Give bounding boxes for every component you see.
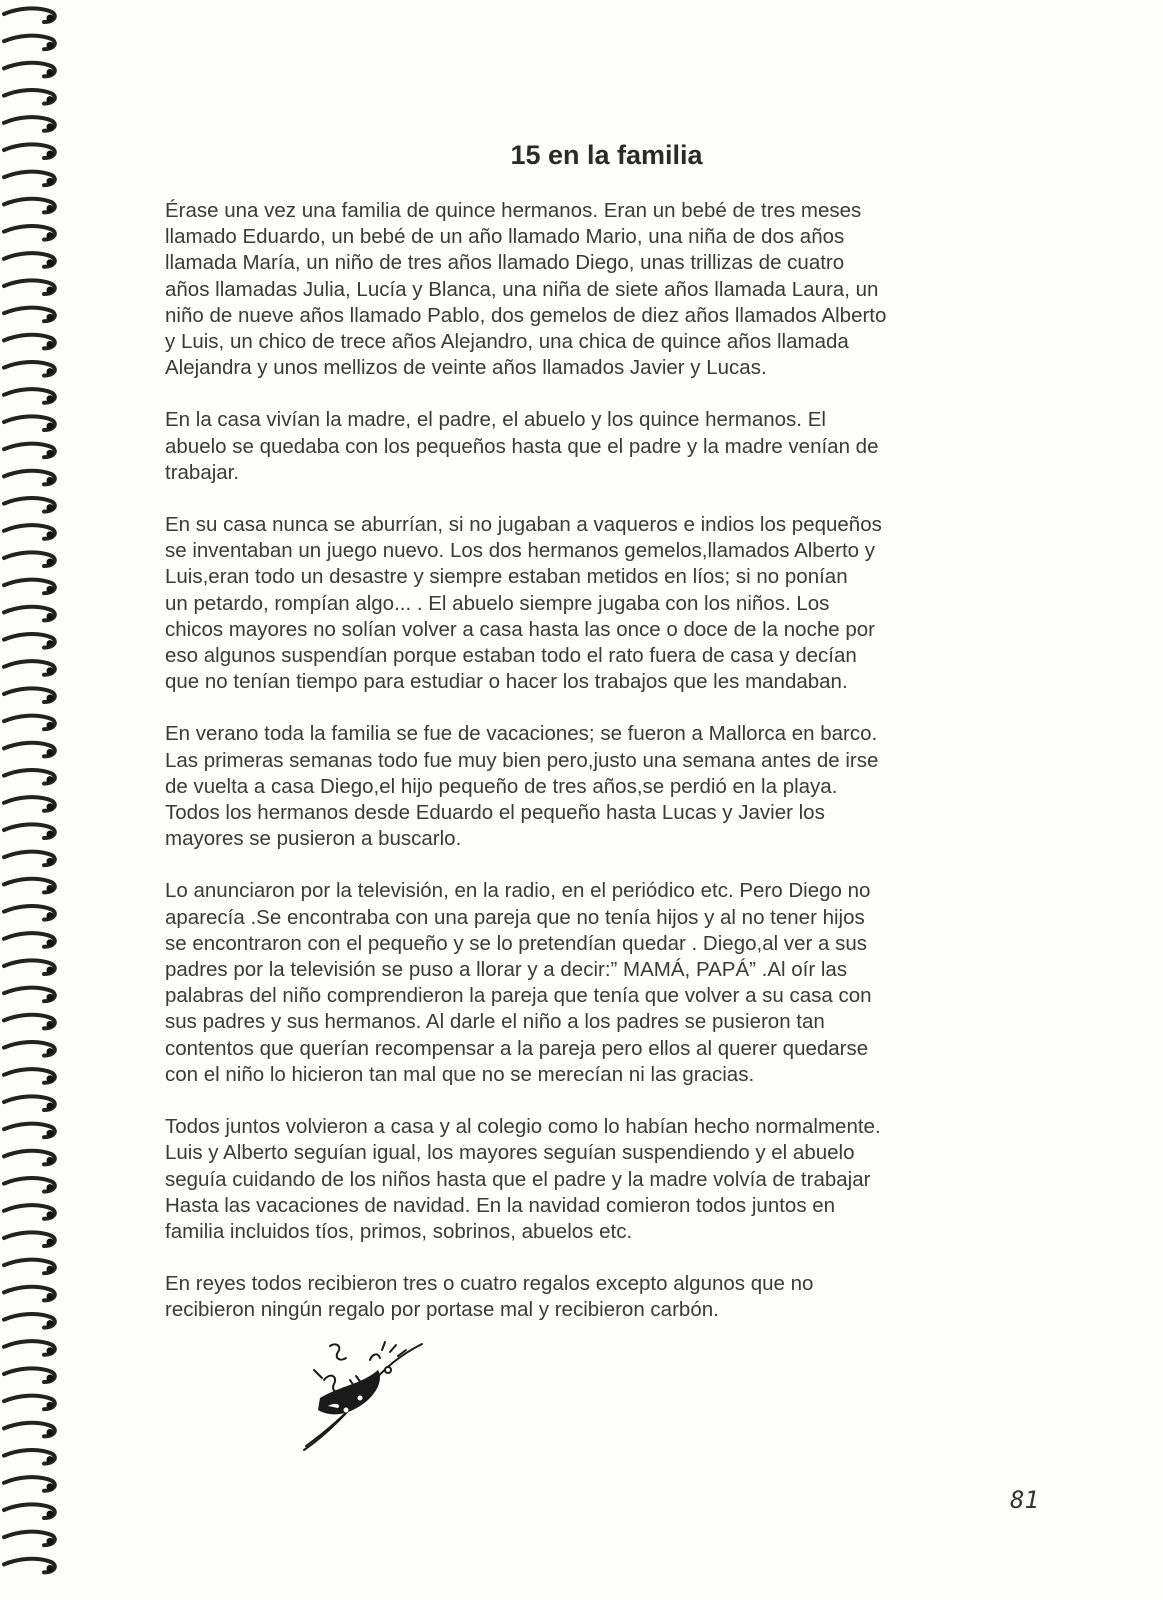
paragraph-5 — [165, 878, 995, 1088]
spiral-coil — [4, 1178, 55, 1192]
paragraph-4 — [165, 721, 995, 852]
spiral-binding — [0, 0, 70, 1600]
spiral-coil — [4, 743, 55, 757]
spiral-coil — [4, 1069, 55, 1083]
spiral-coil — [4, 1205, 55, 1219]
text-line: Las primeras semanas todo fue muy bien pero,justo una semana antes de irse — [165, 748, 879, 772]
text-line: En la casa vivían la madre, el padre, el abuelo y los quince hermanos. El — [165, 408, 826, 432]
text-line: Hasta las vacaciones de navidad. En la navidad comieron todos juntos en — [165, 1193, 836, 1217]
text-line: Luis y Alberto seguían igual, los mayores seguían suspendiendo y el abuelo — [165, 1141, 855, 1165]
spiral-coil — [4, 661, 55, 675]
text-line: mayores se pusieron a buscarlo. — [165, 827, 462, 851]
text-line: chicos mayores no solían volver a casa hasta las once o doce de la noche por — [165, 617, 875, 641]
text-line: En su casa nunca se aburrían, si no jugaban a vaqueros e indios los pequeños — [165, 513, 882, 537]
text-line: abuelo se quedaba con los pequeños hasta que el padre y la madre venían de — [165, 434, 879, 458]
spiral-coil — [4, 199, 55, 213]
text-line: aparecía .Se encontraba con una pareja que no tenía hijos y al no tener hijos — [165, 905, 865, 929]
spiral-coil — [4, 1124, 55, 1138]
text-line: y Luis, un chico de trece años Alejandro, una chica de quince años llamada — [165, 330, 849, 354]
spiral-coil — [4, 1477, 55, 1491]
spiral-coil — [4, 525, 55, 539]
text-line: padres por la televisión se puso a llorar y a decir:” MAMÁ, PAPÁ” .Al oír las — [165, 958, 848, 982]
text-line: Luis,eran todo un desastre y siempre estaban metidos en líos; si no ponían — [165, 565, 848, 589]
spiral-coil — [4, 1314, 55, 1328]
text-line: contentos que querían recompensar a la pareja pero ellos al querer quedarse — [165, 1036, 869, 1060]
spiral-coil — [4, 1532, 55, 1546]
text-line: se inventaban un juego nuevo. Los dos hermanos gemelos,llamados Alberto y — [165, 539, 875, 563]
text-line: niño de nueve años llamado Pablo, dos gemelos de diez años llamados Alberto — [165, 303, 887, 327]
spiral-coil — [4, 335, 55, 349]
spiral-coil — [4, 852, 55, 866]
spiral-coil — [4, 471, 55, 485]
spiral-coil — [4, 63, 55, 77]
text-line: Alejandra y unos mellizos de veinte años llamados Javier y Lucas. — [165, 356, 767, 380]
spiral-coil — [4, 1260, 55, 1274]
spiral-coil — [4, 988, 55, 1002]
spiral-coil — [4, 770, 55, 784]
spiral-coil — [4, 226, 55, 240]
spiral-coil — [4, 580, 55, 594]
text-line: En reyes todos recibieron tres o cuatro regalos excepto algunos que no — [165, 1272, 814, 1296]
text-line: con el niño lo hicieron tan mal que no se merecían ni las gracias. — [165, 1062, 755, 1086]
spiral-coil — [4, 879, 55, 893]
spiral-coil — [4, 8, 55, 22]
spiral-coil — [4, 1287, 55, 1301]
spiral-coil — [4, 1151, 55, 1165]
spiral-coil — [4, 389, 55, 403]
text-line: seguía cuidando de los niños hasta que el padre y la madre volvía de trabajar — [165, 1167, 871, 1191]
page-number: 81 — [1010, 1486, 1039, 1514]
paragraph-6 — [165, 1114, 995, 1245]
text-line: de vuelta a casa Diego,el hijo pequeño de tres años,se perdió en la playa. — [165, 774, 838, 798]
page-title: 15 en la familia — [510, 140, 703, 170]
text-line: Todos juntos volvieron a casa y al colegio como lo habían hecho normalmente. — [165, 1115, 881, 1139]
text-line: familia incluidos tíos, primos, sobrinos, abuelos etc. — [165, 1219, 633, 1243]
spiral-coil — [4, 1096, 55, 1110]
text-line: se encontraron con el pequeño y se lo pretendían quedar . Diego,al ver a sus — [165, 931, 868, 955]
text-line: años llamadas Julia, Lucía y Blanca, una niña de siete años llamada Laura, un — [165, 277, 879, 301]
spiral-coil — [4, 362, 55, 376]
firework-rocket-drawing — [300, 1340, 430, 1455]
text-line: Érase una vez una familia de quince hermanos. Eran un bebé de tres meses — [165, 199, 862, 222]
spiral-coil — [4, 1423, 55, 1437]
text-line: que no tenían tiempo para estudiar o hacer los trabajos que les mandaban. — [165, 670, 848, 694]
spiral-coil — [4, 1559, 55, 1573]
text-line: sus padres y sus hermanos. Al darle el niño a los padres se pusieron tan — [165, 1010, 825, 1034]
spiral-coil — [4, 1450, 55, 1464]
spiral-coil — [4, 1368, 55, 1382]
spiral-coil — [4, 797, 55, 811]
paragraph-2 — [165, 407, 995, 486]
text-line: Lo anunciaron por la televisión, en la radio, en el periódico etc. Pero Diego no — [165, 879, 871, 903]
spiral-coil — [4, 1396, 55, 1410]
spiral-coil — [4, 117, 55, 131]
spiral-coil — [4, 498, 55, 512]
spiral-coil — [4, 253, 55, 267]
text-line: palabras del niño comprendieron la pareja que tenía que volver a su casa con — [165, 984, 872, 1008]
spiral-coil — [4, 824, 55, 838]
story-body — [165, 198, 995, 1350]
paragraph-3 — [165, 512, 995, 695]
spiral-coil — [4, 960, 55, 974]
spiral-coil — [4, 552, 55, 566]
spiral-coil — [4, 716, 55, 730]
spiral-coil — [4, 90, 55, 104]
spiral-coil — [4, 280, 55, 294]
spiral-coil — [4, 308, 55, 322]
text-line: llamado Eduardo, un bebé de un año llamado Mario, una niña de dos años — [165, 225, 845, 249]
spiral-coil — [4, 688, 55, 702]
text-line: eso algunos suspendían porque estaban todo el rato fuera de casa y decían — [165, 644, 857, 668]
spiral-coil — [4, 933, 55, 947]
text-line: En verano toda la familia se fue de vacaciones; se fueron a Mallorca en barco. — [165, 722, 878, 746]
spiral-coil — [4, 1232, 55, 1246]
spiral-coil — [4, 607, 55, 621]
text-line: Todos los hermanos desde Eduardo el pequeño hasta Lucas y Javier los — [165, 801, 825, 825]
spiral-coil — [4, 634, 55, 648]
spiral-coil — [4, 444, 55, 458]
spiral-coil — [4, 1504, 55, 1518]
paragraph-1 — [165, 198, 995, 381]
spiral-coil — [4, 1015, 55, 1029]
spiral-coil — [4, 172, 55, 186]
text-line: recibieron ningún regalo por portase mal y recibieron carbón. — [165, 1298, 719, 1322]
spiral-coil — [4, 1042, 55, 1056]
spiral-coil — [4, 906, 55, 920]
spiral-coil — [4, 416, 55, 430]
spiral-coil — [4, 36, 55, 50]
text-line: un petardo, rompían algo... . El abuelo siempre jugaba con los niños. Los — [165, 591, 830, 615]
text-line: trabajar. — [165, 460, 240, 484]
paragraph-7 — [165, 1271, 995, 1323]
text-line: llamada María, un niño de tres años llamado Diego, unas trillizas de cuatro — [165, 251, 845, 275]
spiral-coil — [4, 1341, 55, 1355]
